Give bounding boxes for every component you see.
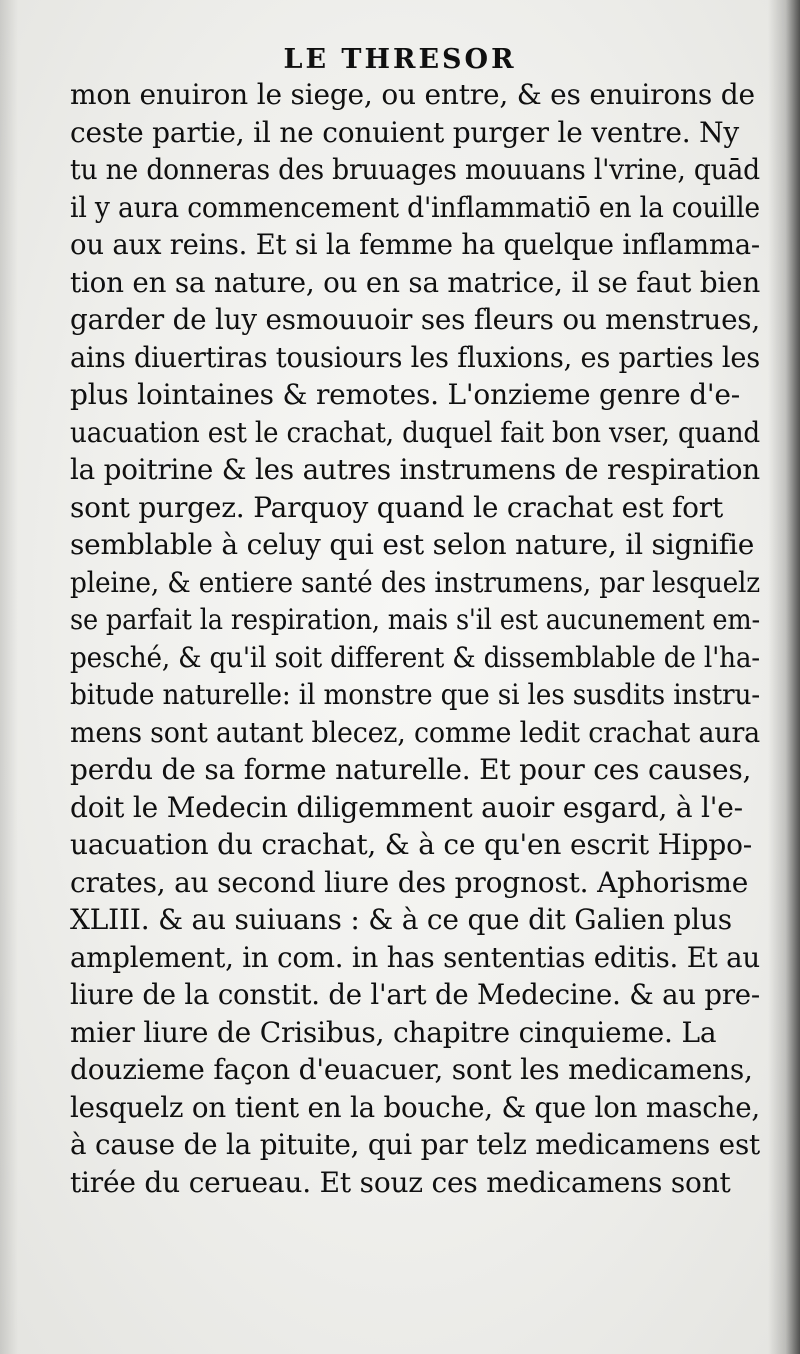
text-line: sont purgez. Parquoy quand le crachat est fort	[70, 490, 723, 524]
text-line: semblable à celuy qui est selon nature, il signifie	[70, 528, 755, 561]
text-line: à cause de la pituite, qui par telz medicamens est	[70, 1128, 760, 1161]
text-line: perdu de sa forme naturelle. Et pour ces causes,	[70, 753, 752, 786]
text-line: la poitrine & les autres instrumens de respiration	[70, 453, 760, 486]
text-line: mier liure de Crisibus, chapitre cinquieme. La	[70, 1015, 717, 1049]
text-line: uacuation est le crachat, duquel fait bon vser, quand	[70, 415, 760, 449]
text-line: liure de la constit. de l'art de Medecine. & au pre-	[70, 978, 760, 1011]
running-head: LE THRESOR	[283, 44, 517, 75]
text-line: bitude naturelle: il monstre que si les susdits instru-	[70, 678, 760, 711]
text-line: douzieme façon d'euacuer, sont les medicamens,	[70, 1053, 753, 1086]
text-line: tirée du cerueau. Et souz ces medicamens sont	[70, 1165, 731, 1199]
text-line: ceste partie, il ne conuient purger le ventre. Ny	[70, 115, 740, 149]
text-line: mon enuiron le siege, ou entre, & es enuirons de	[70, 78, 755, 111]
page-gutter-shadow	[0, 0, 18, 1354]
body-text	[70, 76, 760, 1201]
text-line: XLIII. & au suiuans : & à ce que dit Galien plus	[70, 903, 732, 936]
text-line: garder de luy esmouuoir ses fleurs ou menstrues,	[70, 303, 760, 336]
text-line: mens sont autant blecez, comme ledit crachat aura	[70, 715, 760, 749]
text-line: ains diuertiras tousiours les fluxions, es parties les	[70, 340, 760, 374]
text-line: tion en sa nature, ou en sa matrice, il se faut bien	[70, 265, 760, 299]
text-line: pesché, & qu'il soit different & dissemblable de l'ha-	[70, 640, 760, 674]
page-edge-shadow	[768, 0, 800, 1354]
text-line: pleine, & entiere santé des instrumens, par lesquelz	[70, 565, 760, 599]
text-line: lesquelz on tient en la bouche, & que lon masche,	[70, 1090, 760, 1124]
text-line: uacuation du crachat, & à ce qu'en escrit Hippo-	[70, 828, 752, 861]
text-line: tu ne donneras des bruuages mouuans l'vrine, quād	[70, 153, 760, 186]
text-line: crates, au second liure des prognost. Aphorisme	[70, 865, 749, 899]
text-line: amplement, in com. in has sententias editis. Et au	[70, 940, 760, 974]
text-line: plus lointaines & remotes. L'onzieme genre d'e-	[70, 378, 741, 411]
text-line: il y aura commencement d'inflammatiō en la couille	[70, 190, 760, 224]
text-line: se parfait la respiration, mais s'il est aucunement em-	[70, 603, 760, 636]
text-line: doit le Medecin diligemment auoir esgard, à l'e-	[70, 790, 743, 824]
text-line: ou aux reins. Et si la femme ha quelque inflamma-	[70, 228, 760, 261]
